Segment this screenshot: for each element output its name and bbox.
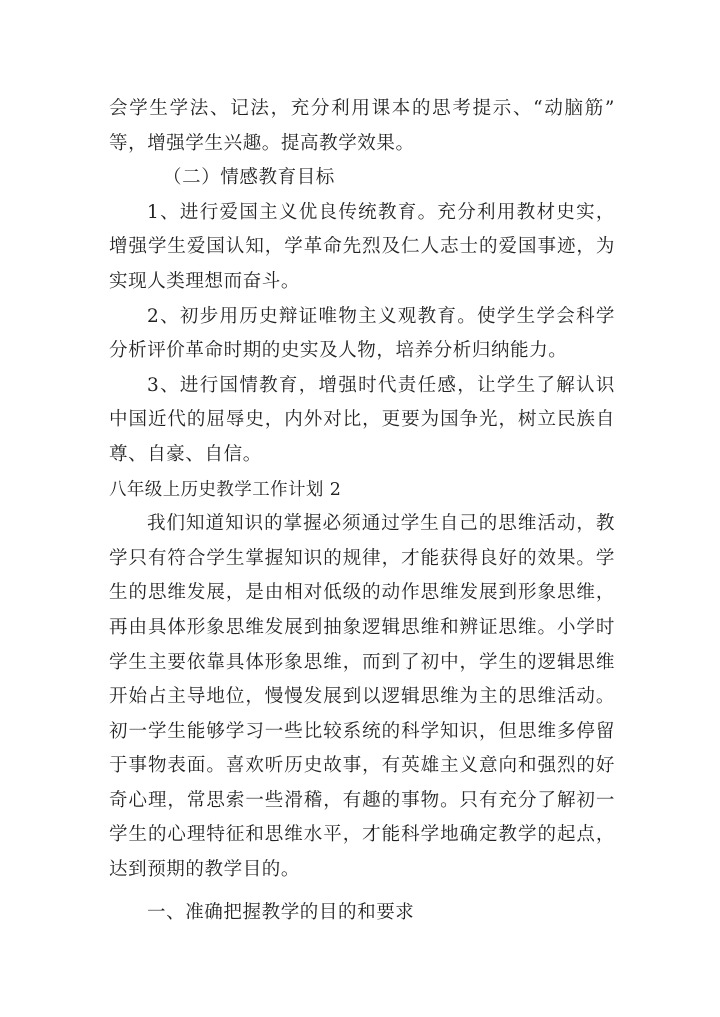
document-body: [109, 92, 615, 930]
text-line: 学只有符合学生掌握知识的规律，才能获得良好的效果。学: [109, 547, 615, 569]
text-line: 2、初步用历史辩证唯物主义观教育。使学生学会科学: [147, 305, 615, 327]
text-line: 奇心理，常思索一些滑稽，有趣的事物。只有充分了解初一: [109, 789, 615, 811]
text-line: 再由具体形象思维发展到抽象逻辑思维和辨证思维。小学时: [109, 616, 615, 638]
text-line: 中国近代的屈辱史，内外对比，更要为国争光，树立民族自: [109, 409, 615, 431]
text-line: 等，增强学生兴趣。提高教学效果。: [109, 132, 415, 154]
section-heading: 一、准确把握教学的目的和要求: [147, 901, 415, 923]
text-line: 增强学生爱国认知，学革命先烈及仁人志士的爱国事迹，为: [109, 236, 615, 258]
text-line: 分析评价革命时期的史实及人物，培养分析归纳能力。: [109, 340, 568, 362]
text-line: 实现人类理想而奋斗。: [109, 270, 301, 292]
text-line: 开始占主导地位，慢慢发展到以逻辑思维为主的思维活动。: [109, 686, 615, 708]
text-line: 达到预期的教学目的。: [109, 859, 301, 881]
text-line: 于事物表面。喜欢听历史故事，有英雄主义意向和强烈的好: [109, 755, 615, 777]
text-line: 生的思维发展，是由相对低级的动作思维发展到形象思维，: [109, 582, 615, 604]
text-line: 会学生学法、记法，充分利用课本的思考提示、“动脑筋”: [109, 98, 615, 119]
text-line: 3、进行国情教育，增强时代责任感，让学生了解认识: [147, 374, 615, 396]
text-line: 尊、自豪、自信。: [109, 443, 262, 465]
text-line: 学生的心理特征和思维水平，才能科学地确定教学的起点，: [109, 824, 615, 846]
section-heading: （二）情感教育目标: [163, 167, 335, 189]
text-line: 学生主要依靠具体形象思维，而到了初中，学生的逻辑思维: [109, 651, 615, 673]
text-line: 我们知道知识的掌握必须通过学生自己的思维活动，教: [147, 513, 615, 535]
paragraph-gap: [109, 888, 615, 896]
document-title: 八年级上历史教学工作计划 2: [109, 479, 342, 500]
text-line: 1、进行爱国主义优良传统教育。充分利用教材史实，: [147, 201, 615, 223]
text-line: 初一学生能够学习一些比较系统的科学知识，但思维多停留: [109, 720, 615, 742]
